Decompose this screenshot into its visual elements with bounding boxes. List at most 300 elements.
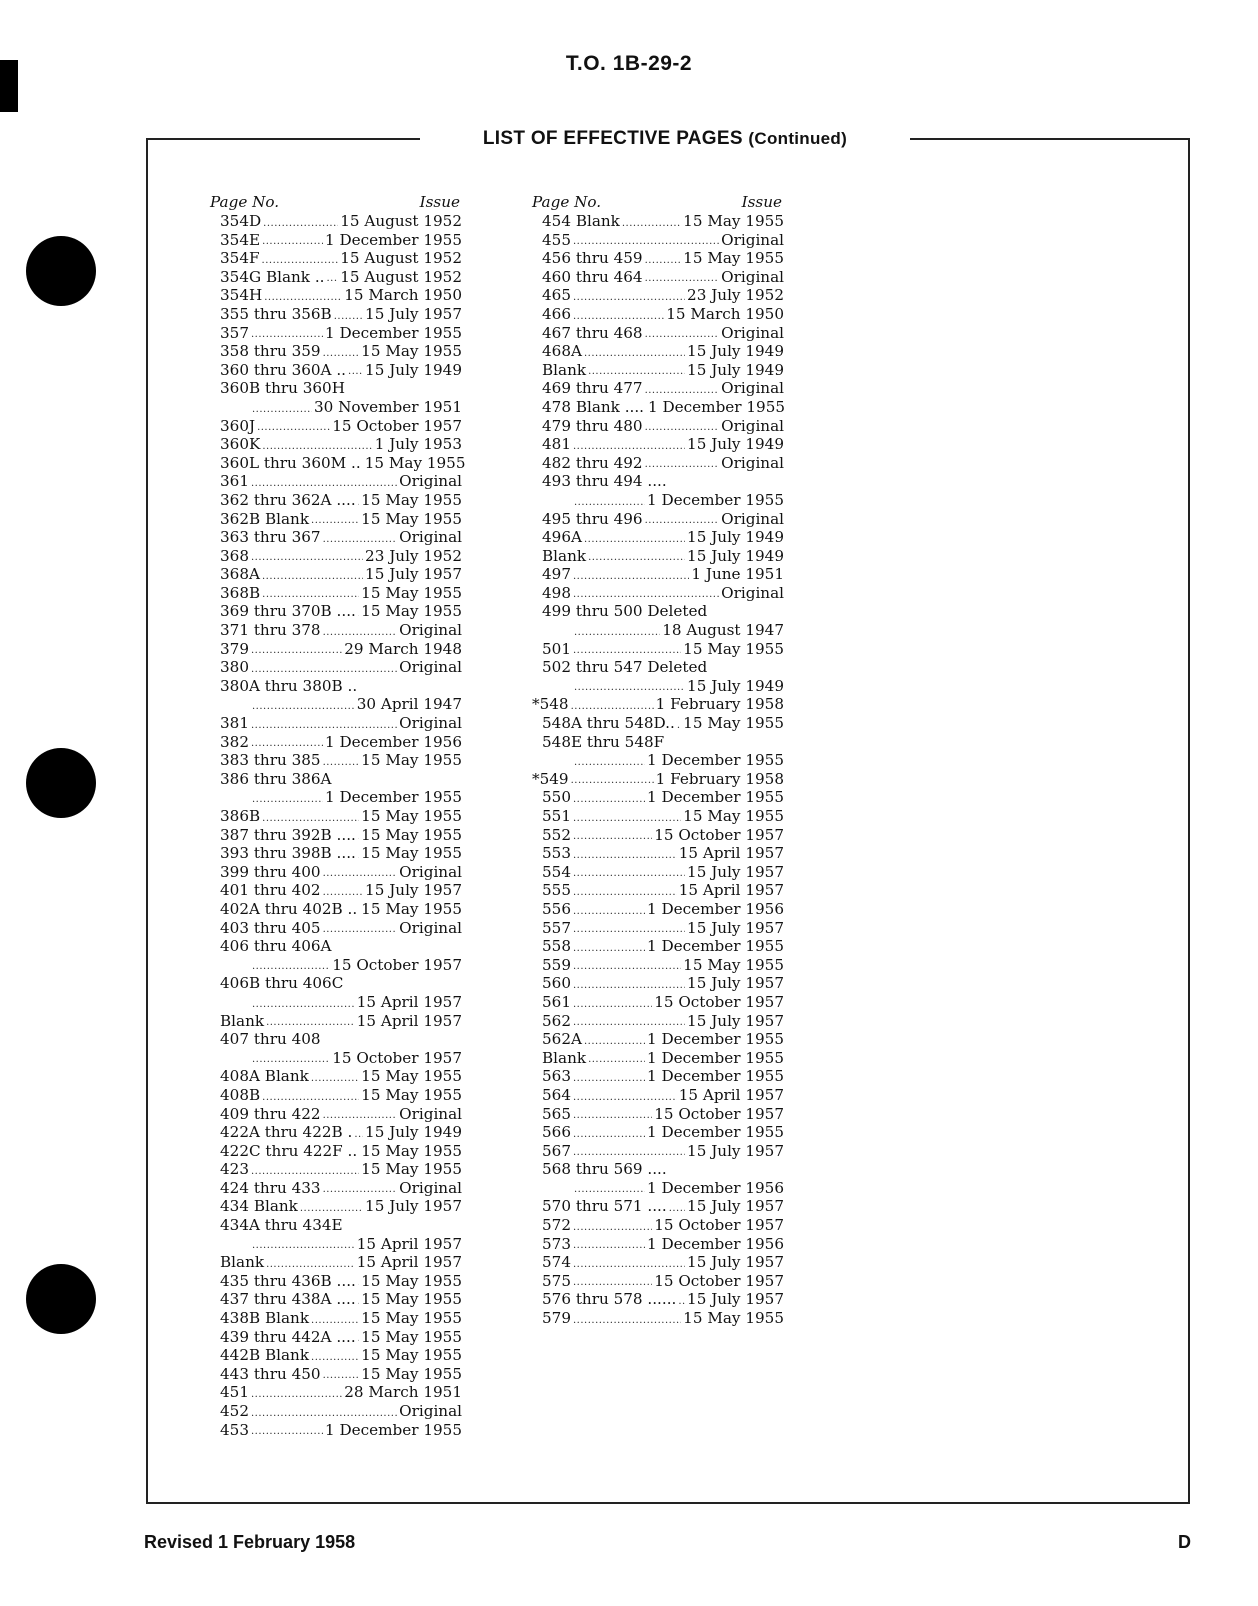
leader-dots bbox=[262, 254, 339, 268]
issue-date: 29 March 1948 bbox=[344, 639, 462, 658]
page-number: 497 bbox=[542, 565, 571, 584]
binder-hole-middle bbox=[26, 748, 96, 818]
leader-dots bbox=[573, 979, 685, 993]
issue-date: 15 May 1955 bbox=[361, 1141, 463, 1160]
leader-dots bbox=[573, 1221, 652, 1235]
issue-date: Original bbox=[399, 528, 462, 547]
leader-dots bbox=[251, 328, 323, 342]
page-number: 358 thru 359 bbox=[220, 342, 321, 361]
page-entry bbox=[532, 472, 784, 491]
page-number: 550 bbox=[542, 788, 571, 807]
leader-dots bbox=[574, 1183, 645, 1197]
page-number: 502 thru 547 Deleted bbox=[542, 658, 708, 677]
left-entry-list bbox=[210, 212, 466, 1439]
page-entry bbox=[532, 937, 784, 956]
leader-dots bbox=[645, 328, 720, 342]
page-entry bbox=[210, 993, 462, 1012]
page-entry bbox=[210, 770, 462, 789]
page-entry bbox=[532, 342, 784, 361]
document-number: T.O. 1B-29-2 bbox=[565, 52, 693, 75]
leader-dots bbox=[251, 644, 342, 658]
page-entry bbox=[532, 1123, 784, 1142]
issue-date: 15 July 1949 bbox=[687, 435, 784, 454]
page-number: 435 thru 436B .... bbox=[220, 1271, 356, 1290]
section-title-suffix: (Continued) bbox=[748, 129, 848, 148]
leader-dots bbox=[323, 867, 398, 881]
page-number: 362B Blank bbox=[220, 509, 310, 528]
page-number: 434 Blank bbox=[220, 1197, 298, 1216]
leader-dots bbox=[327, 272, 339, 286]
issue-date: 15 July 1957 bbox=[687, 974, 784, 993]
leader-dots bbox=[573, 310, 664, 324]
page-entry bbox=[532, 974, 784, 993]
issue-date: 15 April 1957 bbox=[678, 844, 784, 863]
page-entry bbox=[210, 640, 462, 659]
issue-date: 15 May 1955 bbox=[683, 212, 784, 230]
leader-dots bbox=[262, 570, 363, 584]
issue-date: 15 May 1955 bbox=[361, 1085, 462, 1104]
leader-dots bbox=[252, 700, 355, 714]
issue-date: 15 July 1957 bbox=[365, 304, 462, 323]
page-number: 498 bbox=[542, 583, 571, 602]
issue-date: 1 June 1951 bbox=[691, 565, 784, 584]
page-entry bbox=[532, 770, 784, 789]
page-entry bbox=[210, 677, 462, 696]
page-entry bbox=[210, 249, 462, 268]
issue-date: 1 December 1955 bbox=[647, 788, 784, 807]
page-number: 355 thru 356B bbox=[220, 304, 332, 323]
page-number: 557 bbox=[542, 918, 571, 937]
page-entry bbox=[210, 1142, 462, 1161]
issue-date: 15 July 1957 bbox=[365, 881, 462, 900]
issue-date: 15 October 1957 bbox=[654, 992, 784, 1011]
leader-dots bbox=[251, 1425, 323, 1439]
page-entry bbox=[532, 900, 784, 919]
page-entry bbox=[210, 900, 462, 919]
page-entry bbox=[532, 863, 784, 882]
leader-dots bbox=[251, 477, 397, 491]
issue-date: Original bbox=[399, 714, 462, 733]
issue-date: 1 December 1955 bbox=[648, 397, 786, 416]
page-entry bbox=[210, 602, 462, 621]
page-number: 559 bbox=[542, 955, 571, 974]
page-number: 554 bbox=[542, 862, 571, 881]
leader-dots bbox=[354, 1128, 363, 1142]
leader-dots bbox=[573, 291, 685, 305]
page-entry bbox=[210, 547, 462, 566]
binder-hole-bottom bbox=[26, 1264, 96, 1334]
page-number: 556 bbox=[542, 899, 571, 918]
issue-date: 15 May 1955 bbox=[361, 1160, 462, 1179]
issue-date: 15 October 1957 bbox=[332, 955, 462, 974]
page-entry bbox=[210, 305, 462, 324]
page-entry bbox=[532, 714, 784, 733]
page-entry bbox=[532, 528, 784, 547]
page-entry bbox=[210, 1123, 462, 1142]
page-number: 437 thru 438A .... bbox=[220, 1290, 356, 1309]
page-number: 568 thru 569 .... bbox=[542, 1160, 667, 1179]
page-number: 360J bbox=[220, 416, 256, 435]
page-entry bbox=[210, 863, 462, 882]
issue-date: 15 July 1957 bbox=[687, 1011, 784, 1030]
issue-date: Original bbox=[399, 862, 462, 881]
page-entry bbox=[532, 677, 784, 696]
leader-dots bbox=[573, 942, 645, 956]
page-entry bbox=[532, 1272, 784, 1291]
leader-dots bbox=[251, 1165, 359, 1179]
leader-dots bbox=[252, 998, 355, 1012]
leader-dots bbox=[588, 365, 685, 379]
leader-dots bbox=[334, 310, 363, 324]
page-entry bbox=[210, 212, 462, 231]
page-entry bbox=[210, 324, 462, 343]
issue-date: 23 July 1952 bbox=[687, 286, 784, 305]
page-entry bbox=[210, 565, 462, 584]
issue-date: 23 July 1952 bbox=[365, 546, 462, 565]
page-entry bbox=[210, 435, 462, 454]
page-number: 558 bbox=[542, 937, 571, 956]
page-entry bbox=[532, 1216, 784, 1235]
leader-dots bbox=[573, 923, 685, 937]
page-number: 493 thru 494 .... bbox=[542, 472, 667, 491]
issue-date: 15 May 1955 bbox=[361, 1067, 462, 1086]
issue-date: 1 December 1955 bbox=[325, 323, 462, 342]
page-entry bbox=[210, 1216, 462, 1235]
issue-date: 15 May 1955 bbox=[361, 342, 462, 361]
leader-dots bbox=[573, 1091, 677, 1105]
page-number: 399 thru 400 bbox=[220, 862, 321, 881]
issue-date: 15 May 1955 bbox=[683, 955, 784, 974]
page-number: 368A bbox=[220, 565, 260, 584]
leader-dots bbox=[323, 1369, 360, 1383]
page-number: 579 bbox=[542, 1309, 571, 1328]
leader-dots bbox=[574, 626, 660, 640]
page-entry bbox=[210, 807, 462, 826]
page-number: 479 thru 480 bbox=[542, 416, 643, 435]
leader-dots bbox=[251, 719, 397, 733]
page-entry bbox=[210, 733, 462, 752]
leader-dots bbox=[311, 514, 359, 528]
page-entry bbox=[210, 584, 462, 603]
issue-date: 15 July 1957 bbox=[365, 1197, 462, 1216]
page-number: 381 bbox=[220, 714, 249, 733]
issue-date: 15 May 1955 bbox=[361, 825, 462, 844]
issue-date: 15 July 1949 bbox=[687, 676, 784, 695]
issue-heading: Issue bbox=[741, 193, 782, 211]
page-number: 387 thru 392B .... bbox=[220, 825, 356, 844]
leader-dots bbox=[262, 235, 323, 249]
issue-date: 30 April 1947 bbox=[356, 695, 462, 714]
page-entry bbox=[210, 974, 462, 993]
leader-dots bbox=[358, 1276, 359, 1290]
page-number: 453 bbox=[220, 1420, 249, 1439]
page-entry bbox=[532, 305, 784, 324]
issue-date: 15 May 1955 bbox=[683, 249, 784, 268]
page-number: 481 bbox=[542, 435, 571, 454]
leader-dots bbox=[645, 458, 720, 472]
page-number: 406B thru 406C bbox=[220, 974, 344, 993]
page-number: 438B Blank bbox=[220, 1309, 310, 1328]
section-title bbox=[420, 124, 910, 154]
page-entry bbox=[210, 1179, 462, 1198]
issue-date: 1 February 1958 bbox=[655, 769, 784, 788]
page-number: 565 bbox=[542, 1104, 571, 1123]
leader-dots bbox=[571, 774, 654, 788]
leader-dots bbox=[252, 960, 330, 974]
page-number: 468A bbox=[542, 342, 582, 361]
page-entry bbox=[532, 621, 784, 640]
page-entry bbox=[210, 342, 462, 361]
page-entry bbox=[210, 1235, 462, 1254]
issue-date: 15 May 1955 bbox=[683, 1309, 784, 1328]
page-number: 386B bbox=[220, 807, 261, 825]
page-number: 362 thru 362A .... bbox=[220, 490, 356, 509]
issue-date: 15 May 1955 bbox=[364, 453, 466, 472]
leader-dots bbox=[584, 533, 685, 547]
page-number: 478 Blank .... bbox=[542, 397, 645, 416]
leader-dots bbox=[573, 1016, 685, 1030]
issue-date: Original bbox=[721, 379, 784, 398]
page-entry bbox=[532, 361, 784, 380]
issue-date: 1 December 1956 bbox=[647, 1178, 784, 1197]
leader-dots bbox=[251, 663, 397, 677]
leader-dots bbox=[251, 737, 323, 751]
page-entry bbox=[210, 751, 462, 770]
page-number: 357 bbox=[220, 323, 249, 342]
issue-date: 15 October 1957 bbox=[654, 1104, 784, 1123]
page-entry bbox=[210, 1309, 462, 1328]
page-entry bbox=[532, 993, 784, 1012]
issue-date: 15 May 1955 bbox=[361, 490, 462, 509]
leader-dots bbox=[573, 235, 719, 249]
left-column-header bbox=[210, 192, 462, 212]
leader-dots bbox=[252, 793, 323, 807]
page-number: 401 thru 402 bbox=[220, 881, 321, 900]
page-number: 566 bbox=[542, 1123, 571, 1142]
page-number: 575 bbox=[542, 1271, 571, 1290]
page-entry bbox=[210, 621, 462, 640]
page-number: Blank bbox=[542, 546, 587, 565]
page-number: 454 Blank bbox=[542, 212, 620, 230]
issue-date: 1 July 1953 bbox=[374, 435, 462, 454]
page-number: 563 bbox=[542, 1067, 571, 1086]
leader-dots bbox=[573, 1276, 652, 1290]
issue-date: 15 July 1957 bbox=[687, 1290, 784, 1309]
page-entry bbox=[532, 733, 784, 752]
page-number: 407 thru 408 bbox=[220, 1030, 321, 1049]
leader-dots bbox=[645, 421, 720, 435]
issue-date: 15 May 1955 bbox=[361, 751, 462, 770]
right-column bbox=[532, 192, 784, 1328]
section-title-main: LIST OF EFFECTIVE PAGES bbox=[482, 128, 743, 149]
page-number: 574 bbox=[542, 1253, 571, 1272]
page-number: 499 thru 500 Deleted bbox=[542, 602, 708, 621]
issue-date: 15 July 1957 bbox=[365, 565, 462, 584]
page-entry bbox=[532, 602, 784, 621]
leader-dots bbox=[584, 347, 685, 361]
page-no-heading: Page No. bbox=[532, 193, 602, 211]
page-entry bbox=[532, 286, 784, 305]
leader-dots bbox=[584, 1035, 645, 1049]
page-entry bbox=[532, 324, 784, 343]
issue-date: Original bbox=[399, 918, 462, 937]
leader-dots bbox=[358, 849, 359, 863]
leader-dots bbox=[323, 923, 398, 937]
page-number: 567 bbox=[542, 1141, 571, 1160]
page-entry bbox=[210, 1105, 462, 1124]
issue-date: 15 July 1949 bbox=[365, 360, 462, 379]
page-entry bbox=[532, 398, 784, 417]
leader-dots bbox=[358, 1295, 360, 1309]
page-entry bbox=[532, 547, 784, 566]
issue-date: 1 December 1955 bbox=[647, 1048, 784, 1067]
leader-dots bbox=[252, 1053, 330, 1067]
revision-date: Revised 1 February 1958 bbox=[144, 1532, 356, 1552]
page-entry bbox=[532, 454, 784, 473]
issue-date: 15 July 1957 bbox=[687, 1197, 784, 1216]
page-number: Blank bbox=[542, 1048, 587, 1067]
page-number: 368 bbox=[220, 546, 249, 565]
page-entry bbox=[532, 1309, 784, 1328]
page-entry bbox=[210, 1402, 462, 1421]
issue-date: 1 December 1955 bbox=[647, 490, 784, 509]
issue-date: 15 October 1957 bbox=[654, 825, 784, 844]
page-number: 467 thru 468 bbox=[542, 323, 643, 342]
page-entry bbox=[532, 1253, 784, 1272]
edge-mark bbox=[0, 60, 18, 112]
issue-date: 15 August 1952 bbox=[340, 267, 462, 286]
page-entry bbox=[210, 1365, 462, 1384]
issue-date: 15 May 1955 bbox=[361, 807, 462, 825]
issue-date: 1 December 1955 bbox=[647, 1067, 784, 1086]
issue-date: 15 April 1957 bbox=[356, 1011, 462, 1030]
page-entry bbox=[210, 956, 462, 975]
page-entry bbox=[210, 510, 462, 529]
page-number: 406 thru 406A bbox=[220, 937, 332, 956]
issue-date: 15 May 1955 bbox=[361, 1290, 462, 1309]
leader-dots bbox=[358, 830, 359, 844]
issue-date: 15 July 1957 bbox=[687, 918, 784, 937]
page-number: 354E bbox=[220, 230, 261, 249]
issue-date: 15 October 1957 bbox=[332, 1048, 462, 1067]
issue-date: 15 July 1949 bbox=[365, 1123, 462, 1142]
page-entry bbox=[532, 268, 784, 287]
issue-date: 15 May 1955 bbox=[683, 714, 784, 733]
leader-dots bbox=[573, 886, 677, 900]
issue-date: 15 July 1949 bbox=[687, 546, 784, 565]
leader-dots bbox=[257, 421, 330, 435]
page-number: Blank bbox=[220, 1253, 265, 1272]
page-number: 422C thru 422F .. bbox=[220, 1141, 358, 1160]
issue-date: 1 December 1955 bbox=[647, 751, 784, 770]
page-entry bbox=[210, 1197, 462, 1216]
leader-dots bbox=[573, 793, 645, 807]
page-no-heading: Page No. bbox=[210, 193, 280, 211]
page-number: 354D bbox=[220, 212, 262, 230]
page-number: 443 thru 450 bbox=[220, 1364, 321, 1383]
issue-date: 15 May 1955 bbox=[361, 583, 462, 602]
leader-dots bbox=[251, 1407, 397, 1421]
page-entry bbox=[532, 658, 784, 677]
page-number: 552 bbox=[542, 825, 571, 844]
page-number: 482 thru 492 bbox=[542, 453, 643, 472]
leader-dots bbox=[622, 217, 681, 231]
issue-date: 15 October 1957 bbox=[654, 1216, 784, 1235]
page-entry bbox=[210, 379, 462, 398]
page-number: 360L thru 360M .. bbox=[220, 453, 361, 472]
page-entry bbox=[532, 212, 784, 231]
leader-dots bbox=[574, 681, 685, 695]
leader-dots bbox=[677, 719, 681, 733]
page-entry bbox=[210, 491, 462, 510]
binder-hole-top bbox=[26, 236, 96, 306]
page-entry bbox=[210, 268, 462, 287]
leader-dots bbox=[251, 551, 363, 565]
page-entry bbox=[210, 1272, 462, 1291]
page-number: 354G Blank .. bbox=[220, 267, 325, 286]
page-number: 371 thru 378 bbox=[220, 621, 321, 640]
issue-date: 15 May 1955 bbox=[361, 1327, 462, 1346]
page-entry bbox=[532, 1030, 784, 1049]
page-entry bbox=[210, 1421, 462, 1440]
issue-date: 15 April 1957 bbox=[356, 992, 462, 1011]
page-number: 408A Blank bbox=[220, 1067, 309, 1086]
issue-date: 15 April 1957 bbox=[356, 1234, 462, 1253]
issue-date: 15 May 1955 bbox=[683, 639, 784, 658]
page-number: 570 thru 571 .... bbox=[542, 1197, 667, 1216]
leader-dots bbox=[252, 403, 312, 417]
page-number: 576 thru 578 ...... bbox=[542, 1290, 677, 1309]
issue-date: 1 December 1955 bbox=[647, 937, 784, 956]
page-number: 380 bbox=[220, 658, 249, 677]
leader-dots bbox=[573, 849, 677, 863]
page-number: 572 bbox=[542, 1216, 571, 1235]
page-entry bbox=[210, 919, 462, 938]
issue-date: 18 August 1947 bbox=[662, 621, 784, 640]
page-number: 380A thru 380B .. bbox=[220, 676, 358, 695]
issue-date: 15 March 1950 bbox=[666, 304, 784, 323]
issue-date: 15 May 1955 bbox=[361, 899, 462, 918]
leader-dots bbox=[323, 756, 360, 770]
leader-dots bbox=[323, 626, 398, 640]
page-number: 422A thru 422B . bbox=[220, 1123, 353, 1142]
issue-date: 15 May 1955 bbox=[361, 1271, 462, 1290]
page-entry bbox=[210, 472, 462, 491]
issue-date: 15 May 1955 bbox=[361, 509, 462, 528]
page-entry bbox=[210, 361, 462, 380]
left-column bbox=[210, 192, 466, 1439]
leader-dots bbox=[573, 1146, 685, 1160]
leader-dots bbox=[573, 1072, 645, 1086]
page-entry bbox=[532, 1179, 784, 1198]
page-number: 455 bbox=[542, 230, 571, 249]
issue-date: 15 May 1955 bbox=[361, 1346, 462, 1365]
page-entry bbox=[532, 807, 784, 826]
leader-dots bbox=[574, 756, 645, 770]
page-number: 562 bbox=[542, 1011, 571, 1030]
page-number: 573 bbox=[542, 1234, 571, 1253]
issue-date: 15 March 1950 bbox=[344, 286, 462, 305]
page-entry bbox=[532, 1290, 784, 1309]
issue-date: 15 July 1949 bbox=[687, 528, 784, 547]
leader-dots bbox=[266, 1016, 355, 1030]
leader-dots bbox=[574, 496, 645, 510]
leader-dots bbox=[323, 1109, 398, 1123]
issue-date: 1 December 1955 bbox=[325, 788, 462, 807]
page-entry bbox=[532, 249, 784, 268]
issue-date: 15 April 1957 bbox=[678, 1085, 784, 1104]
leader-dots bbox=[311, 1072, 359, 1086]
